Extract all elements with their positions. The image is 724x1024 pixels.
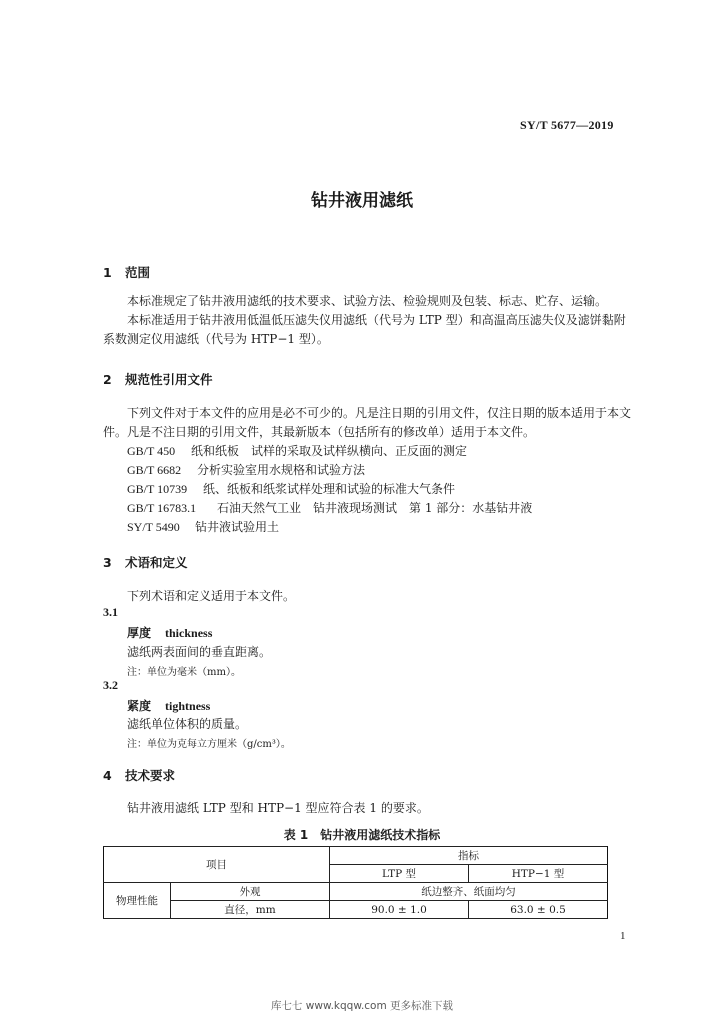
section-number: 3	[103, 555, 112, 570]
section-2-heading	[103, 370, 213, 388]
reference-title: 分析实验室用水规格和试验方法	[197, 463, 366, 477]
section-number: 4	[103, 768, 112, 783]
reference-code: GB/T 10739	[127, 482, 188, 496]
item-cell: 直径，mm	[171, 901, 330, 919]
section-number: 1	[103, 265, 112, 280]
term-en: thickness	[165, 626, 213, 640]
paragraph: 系数测定仪用滤纸（代号为 HTP−1 型）。	[103, 332, 329, 346]
reference-title: 钻井液试验用土	[195, 520, 280, 534]
clause-number: 3.2	[103, 678, 118, 692]
htp-value-cell: 63.0 ± 0.5	[469, 901, 608, 919]
header-htp-cell: HTP−1 型	[469, 865, 608, 883]
table-row	[104, 901, 608, 919]
term-definition: 滤纸单位体积的质量。	[127, 717, 248, 731]
group-cell: 物理性能	[104, 883, 171, 919]
term-heading	[127, 697, 210, 714]
section-4-heading	[103, 766, 175, 784]
reference-code: GB/T 16783.1	[127, 501, 197, 515]
term-heading	[127, 624, 212, 641]
section-title: 范围	[125, 265, 151, 280]
paragraph: 下列文件对于本文件的应用是必不可少的。凡是注日期的引用文件，仅注日期的版本适用于本文	[127, 406, 632, 420]
document-title: 钻井液用滤纸	[311, 191, 413, 211]
section-3-heading	[103, 553, 188, 571]
term-en: tightness	[165, 699, 211, 713]
term-cn: 紧度	[127, 699, 152, 713]
term-note: 注：单位为克每立方厘米（g/cm³）。	[127, 739, 291, 750]
merged-value-cell: 纸边整齐、纸面均匀	[330, 883, 608, 901]
section-title: 规范性引用文件	[125, 372, 213, 387]
standard-code: SY/T 5677—2019	[520, 118, 614, 132]
reference-item	[127, 499, 532, 518]
section-title: 技术要求	[125, 768, 176, 783]
reference-item	[127, 480, 455, 499]
reference-title: 纸、纸板和纸浆试样处理和试验的标准大气条件	[203, 482, 456, 496]
reference-item	[127, 461, 365, 480]
paragraph: 本标准规定了钻井液用滤纸的技术要求、试验方法、检验规则及包装、标志、贮存、运输。	[127, 294, 608, 308]
paragraph: 本标准适用于钻井液用低温低压滤失仪用滤纸（代号为 LTP 型）和高温高压滤失仪及滤饼黏附	[127, 313, 626, 327]
term-definition: 滤纸两表面间的垂直距离。	[127, 645, 272, 659]
section-1-heading	[103, 263, 150, 281]
item-cell: 外观	[171, 883, 330, 901]
section-title: 术语和定义	[125, 555, 188, 570]
table-caption: 表 1 钻井液用滤纸技术指标	[283, 828, 441, 842]
reference-item	[127, 442, 467, 461]
reference-code: GB/T 450	[127, 444, 176, 458]
header-ltp-cell: LTP 型	[330, 865, 469, 883]
header-index-cell: 指标	[330, 847, 608, 865]
paragraph: 下列术语和定义适用于本文件。	[127, 589, 296, 603]
section-number: 2	[103, 372, 112, 387]
table-row	[104, 883, 608, 901]
reference-code: GB/T 6682	[127, 463, 182, 477]
spec-table	[103, 846, 608, 919]
term-note: 注：单位为毫米（mm）。	[127, 667, 241, 678]
paragraph: 件。凡是不注日期的引用文件，其最新版本（包括所有的修改单）适用于本文件。	[103, 425, 536, 439]
table-header-row	[104, 847, 608, 865]
footer-watermark: 库七七 www.kqqw.com 更多标准下载	[270, 1000, 454, 1012]
reference-title: 石油天然气工业 钻井液现场测试 第 1 部分：水基钻井液	[217, 501, 533, 515]
reference-item	[127, 518, 279, 537]
paragraph: 钻井液用滤纸 LTP 型和 HTP−1 型应符合表 1 的要求。	[127, 801, 429, 815]
clause-number: 3.1	[103, 605, 118, 619]
term-cn: 厚度	[127, 626, 152, 640]
page-number: 1	[620, 930, 626, 942]
reference-title: 纸和纸板 试样的采取及试样纵横向、正反面的测定	[191, 444, 468, 458]
reference-code: SY/T 5490	[127, 520, 180, 534]
ltp-value-cell: 90.0 ± 1.0	[330, 901, 469, 919]
header-item-cell: 项目	[104, 847, 330, 883]
